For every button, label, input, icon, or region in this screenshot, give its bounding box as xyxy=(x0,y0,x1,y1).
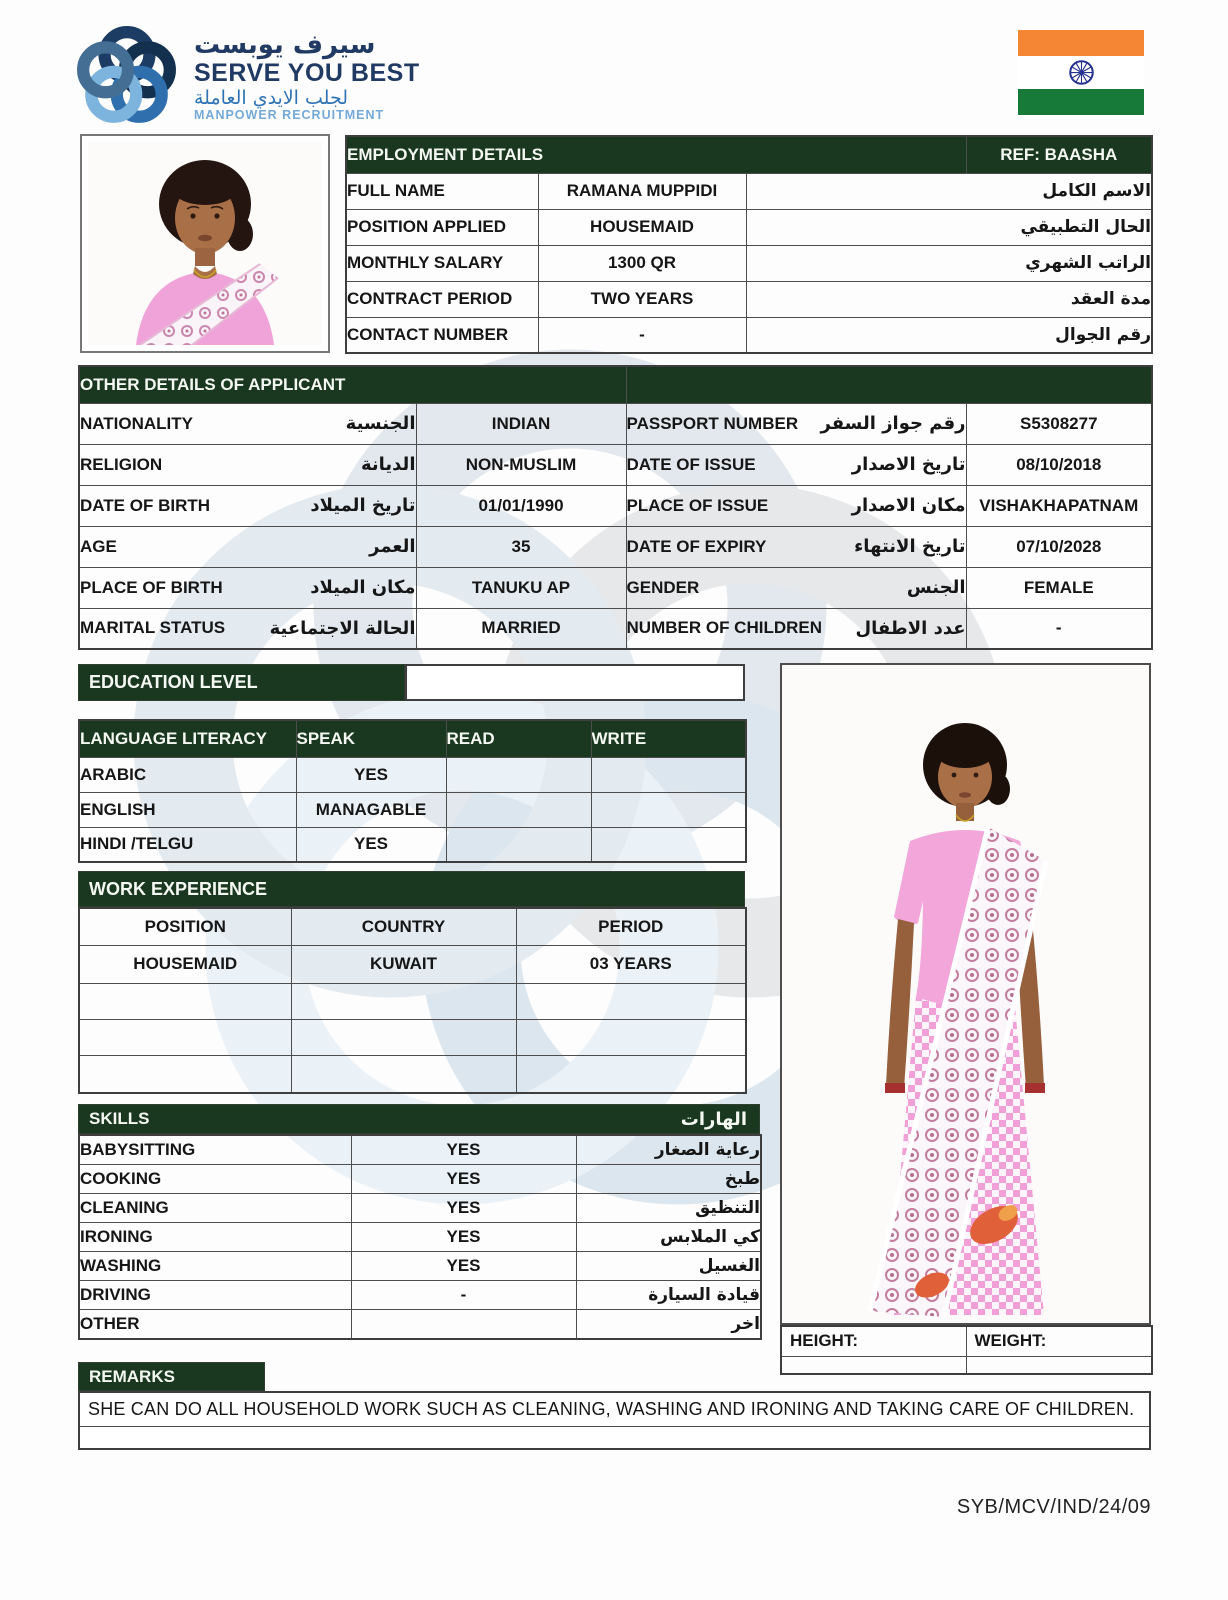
field-label-pair xyxy=(626,403,966,444)
field-value: TANUKU AP xyxy=(416,567,626,608)
skills-title: SKILLS xyxy=(89,1109,150,1128)
field-label-pair xyxy=(79,567,416,608)
ashoka-chakra-icon xyxy=(1068,59,1095,86)
field-label: NUMBER OF CHILDREN xyxy=(626,618,823,638)
field-label-arabic: تاريخ الميلاد xyxy=(310,495,416,516)
employment-ref: REF: BAASHA xyxy=(966,136,1152,173)
field-value: 35 xyxy=(416,526,626,567)
language-speak: MANAGABLE xyxy=(296,792,446,827)
experience-period xyxy=(516,1055,746,1093)
language-read xyxy=(446,827,591,862)
field-label-pair xyxy=(79,444,416,485)
field-label: CONTACT NUMBER xyxy=(346,317,538,353)
flag-white-band xyxy=(1018,59,1144,86)
field-label-arabic: تاريخ الاصدار xyxy=(851,454,966,475)
field-label-arabic: العمر xyxy=(369,536,416,557)
language-name: HINDI /TELGU xyxy=(79,827,296,862)
field-value: MARRIED xyxy=(416,608,626,649)
skill-value: YES xyxy=(351,1193,576,1222)
skill-label-arabic: قيادة السيارة xyxy=(576,1280,761,1309)
company-name-arabic: سيرف يوبست xyxy=(194,30,376,61)
field-value: 1300 QR xyxy=(538,245,746,281)
language-name: ENGLISH xyxy=(79,792,296,827)
skill-label: IRONING xyxy=(79,1222,351,1251)
field-label: PLACE OF BIRTH xyxy=(80,577,223,597)
other-details-table xyxy=(78,365,1153,650)
column-header: COUNTRY xyxy=(291,908,516,945)
education-level-title: EDUCATION LEVEL xyxy=(89,672,258,692)
skill-value: YES xyxy=(351,1222,576,1251)
skill-value: YES xyxy=(351,1135,576,1164)
skill-label: OTHER xyxy=(79,1309,351,1339)
language-literacy-table xyxy=(78,719,747,863)
field-value: HOUSEMAID xyxy=(538,209,746,245)
field-label-pair xyxy=(79,526,416,567)
company-logo-icon xyxy=(70,26,184,128)
company-brand xyxy=(70,26,420,128)
field-value: INDIAN xyxy=(416,403,626,444)
field-value: 01/01/1990 xyxy=(416,485,626,526)
skill-value: YES xyxy=(351,1251,576,1280)
field-value: - xyxy=(966,608,1152,649)
field-label: POSITION APPLIED xyxy=(346,209,538,245)
skill-label: DRIVING xyxy=(79,1280,351,1309)
remarks-text: SHE CAN DO ALL HOUSEHOLD WORK SUCH AS CLEANING, WASHING AND IRONING AND TAKING CARE OF CHILDREN. xyxy=(88,1399,1135,1419)
remarks-box xyxy=(78,1391,1151,1450)
field-label: MONTHLY SALARY xyxy=(346,245,538,281)
column-header: PERIOD xyxy=(516,908,746,945)
document-reference-code: SYB/MCV/IND/24/09 xyxy=(956,1496,1151,1518)
language-read xyxy=(446,792,591,827)
other-details-title: OTHER DETAILS OF APPLICANT xyxy=(79,366,626,403)
company-name: SERVE YOU BEST xyxy=(194,58,420,87)
field-label-arabic: رقم الجوال xyxy=(746,317,1152,353)
column-header: SPEAK xyxy=(296,720,446,757)
experience-position xyxy=(79,983,291,1019)
skill-label: WASHING xyxy=(79,1251,351,1280)
employment-details-table xyxy=(345,135,1153,354)
skill-value: YES xyxy=(351,1164,576,1193)
other-details-header-spacer xyxy=(626,366,1152,403)
field-label-arabic: مدة العقد xyxy=(746,281,1152,317)
field-label-pair xyxy=(626,485,966,526)
experience-position xyxy=(79,1019,291,1055)
skill-label-arabic: الغسيل xyxy=(576,1251,761,1280)
experience-country xyxy=(291,983,516,1019)
field-label-pair xyxy=(626,444,966,485)
column-header: POSITION xyxy=(79,908,291,945)
work-experience-table xyxy=(78,907,747,1094)
work-experience-title: WORK EXPERIENCE xyxy=(89,878,268,899)
skill-label-arabic: رعاية الصغار xyxy=(576,1135,761,1164)
field-label-pair xyxy=(79,485,416,526)
language-write xyxy=(591,792,746,827)
flag-saffron-band xyxy=(1018,30,1144,56)
field-label: AGE xyxy=(80,536,117,556)
column-header: WRITE xyxy=(591,720,746,757)
field-label-arabic: تاريخ الانتهاء xyxy=(854,536,966,557)
blank-cell xyxy=(781,1356,966,1374)
experience-country xyxy=(291,1019,516,1055)
skill-label: COOKING xyxy=(79,1164,351,1193)
language-write xyxy=(591,757,746,792)
skill-label: BABYSITTING xyxy=(79,1135,351,1164)
india-flag-icon xyxy=(1018,30,1144,115)
field-value: 08/10/2018 xyxy=(966,444,1152,485)
column-header: LANGUAGE LITERACY xyxy=(79,720,296,757)
skill-label-arabic: طبخ xyxy=(576,1164,761,1193)
language-speak: YES xyxy=(296,757,446,792)
field-label-arabic: الراتب الشهري xyxy=(746,245,1152,281)
employment-title: EMPLOYMENT DETAILS xyxy=(346,136,966,173)
skill-label-arabic: التنظيق xyxy=(576,1193,761,1222)
company-tagline: MANPOWER RECRUITMENT xyxy=(194,108,385,123)
field-value: - xyxy=(538,317,746,353)
field-label: PASSPORT NUMBER xyxy=(626,413,799,433)
field-value: S5308277 xyxy=(966,403,1152,444)
field-label: MARITAL STATUS xyxy=(80,618,226,638)
field-label: CONTRACT PERIOD xyxy=(346,281,538,317)
field-label: GENDER xyxy=(626,577,700,597)
experience-period: 03 YEARS xyxy=(516,945,746,983)
field-label-arabic: الحالة الاجتماعية xyxy=(269,617,416,639)
field-label-pair xyxy=(626,608,966,649)
field-value: RAMANA MUPPIDI xyxy=(538,173,746,209)
remarks-header xyxy=(78,1362,265,1391)
field-label: DATE OF EXPIRY xyxy=(626,536,767,556)
field-label-arabic: مكان الميلاد xyxy=(310,577,416,598)
blank-cell xyxy=(966,1356,1152,1374)
skills-table xyxy=(78,1134,762,1340)
education-level-value xyxy=(405,664,745,701)
skill-value xyxy=(351,1309,576,1339)
field-label-pair xyxy=(79,403,416,444)
field-value: NON-MUSLIM xyxy=(416,444,626,485)
field-label-pair xyxy=(626,526,966,567)
field-value: FEMALE xyxy=(966,567,1152,608)
height-label: HEIGHT: xyxy=(781,1326,966,1356)
experience-position xyxy=(79,1055,291,1093)
skills-header xyxy=(78,1104,760,1134)
field-label: RELIGION xyxy=(80,454,163,474)
field-label-arabic: الحال التطبيقي xyxy=(746,209,1152,245)
weight-label: WEIGHT: xyxy=(966,1326,1152,1356)
field-label-pair xyxy=(626,567,966,608)
skills-title-arabic: الهارات xyxy=(680,1108,747,1130)
experience-country: KUWAIT xyxy=(291,945,516,983)
applicant-portrait-photo xyxy=(80,134,330,353)
field-value: 07/10/2028 xyxy=(966,526,1152,567)
field-label: FULL NAME xyxy=(346,173,538,209)
work-experience-header xyxy=(78,871,745,907)
education-level-header xyxy=(78,664,405,701)
field-label: DATE OF ISSUE xyxy=(626,454,756,474)
experience-position: HOUSEMAID xyxy=(79,945,291,983)
field-label-arabic: عدد الاطفال xyxy=(855,617,966,639)
skill-value: - xyxy=(351,1280,576,1309)
field-label-arabic: رقم جواز السفر xyxy=(820,413,966,434)
experience-period xyxy=(516,983,746,1019)
field-label: DATE OF BIRTH xyxy=(80,495,211,515)
blank-cell xyxy=(80,1426,1149,1448)
skill-label-arabic: كي الملابس xyxy=(576,1222,761,1251)
applicant-fullbody-photo xyxy=(780,663,1151,1325)
field-label-pair xyxy=(79,608,416,649)
flag-green-band xyxy=(1018,89,1144,115)
field-label: NATIONALITY xyxy=(80,413,194,433)
height-weight-table xyxy=(780,1325,1153,1375)
field-value: TWO YEARS xyxy=(538,281,746,317)
skill-label-arabic: اخر xyxy=(576,1309,761,1339)
language-read xyxy=(446,757,591,792)
field-label-arabic: الجنس xyxy=(906,577,966,598)
experience-country xyxy=(291,1055,516,1093)
column-header: READ xyxy=(446,720,591,757)
remarks-title: REMARKS xyxy=(89,1366,175,1386)
field-label-arabic: مكان الاصدار xyxy=(851,495,966,516)
company-tagline-arabic: لجلب الايدي العاملة xyxy=(194,86,349,109)
field-value: VISHAKHAPATNAM xyxy=(966,485,1152,526)
field-label-arabic: الديانة xyxy=(360,454,416,475)
skill-label: CLEANING xyxy=(79,1193,351,1222)
field-label: PLACE OF ISSUE xyxy=(626,495,769,515)
experience-period xyxy=(516,1019,746,1055)
language-write xyxy=(591,827,746,862)
language-name: ARABIC xyxy=(79,757,296,792)
field-label-arabic: الجنسية xyxy=(345,413,416,434)
language-speak: YES xyxy=(296,827,446,862)
field-label-arabic: الاسم الكامل xyxy=(746,173,1152,209)
